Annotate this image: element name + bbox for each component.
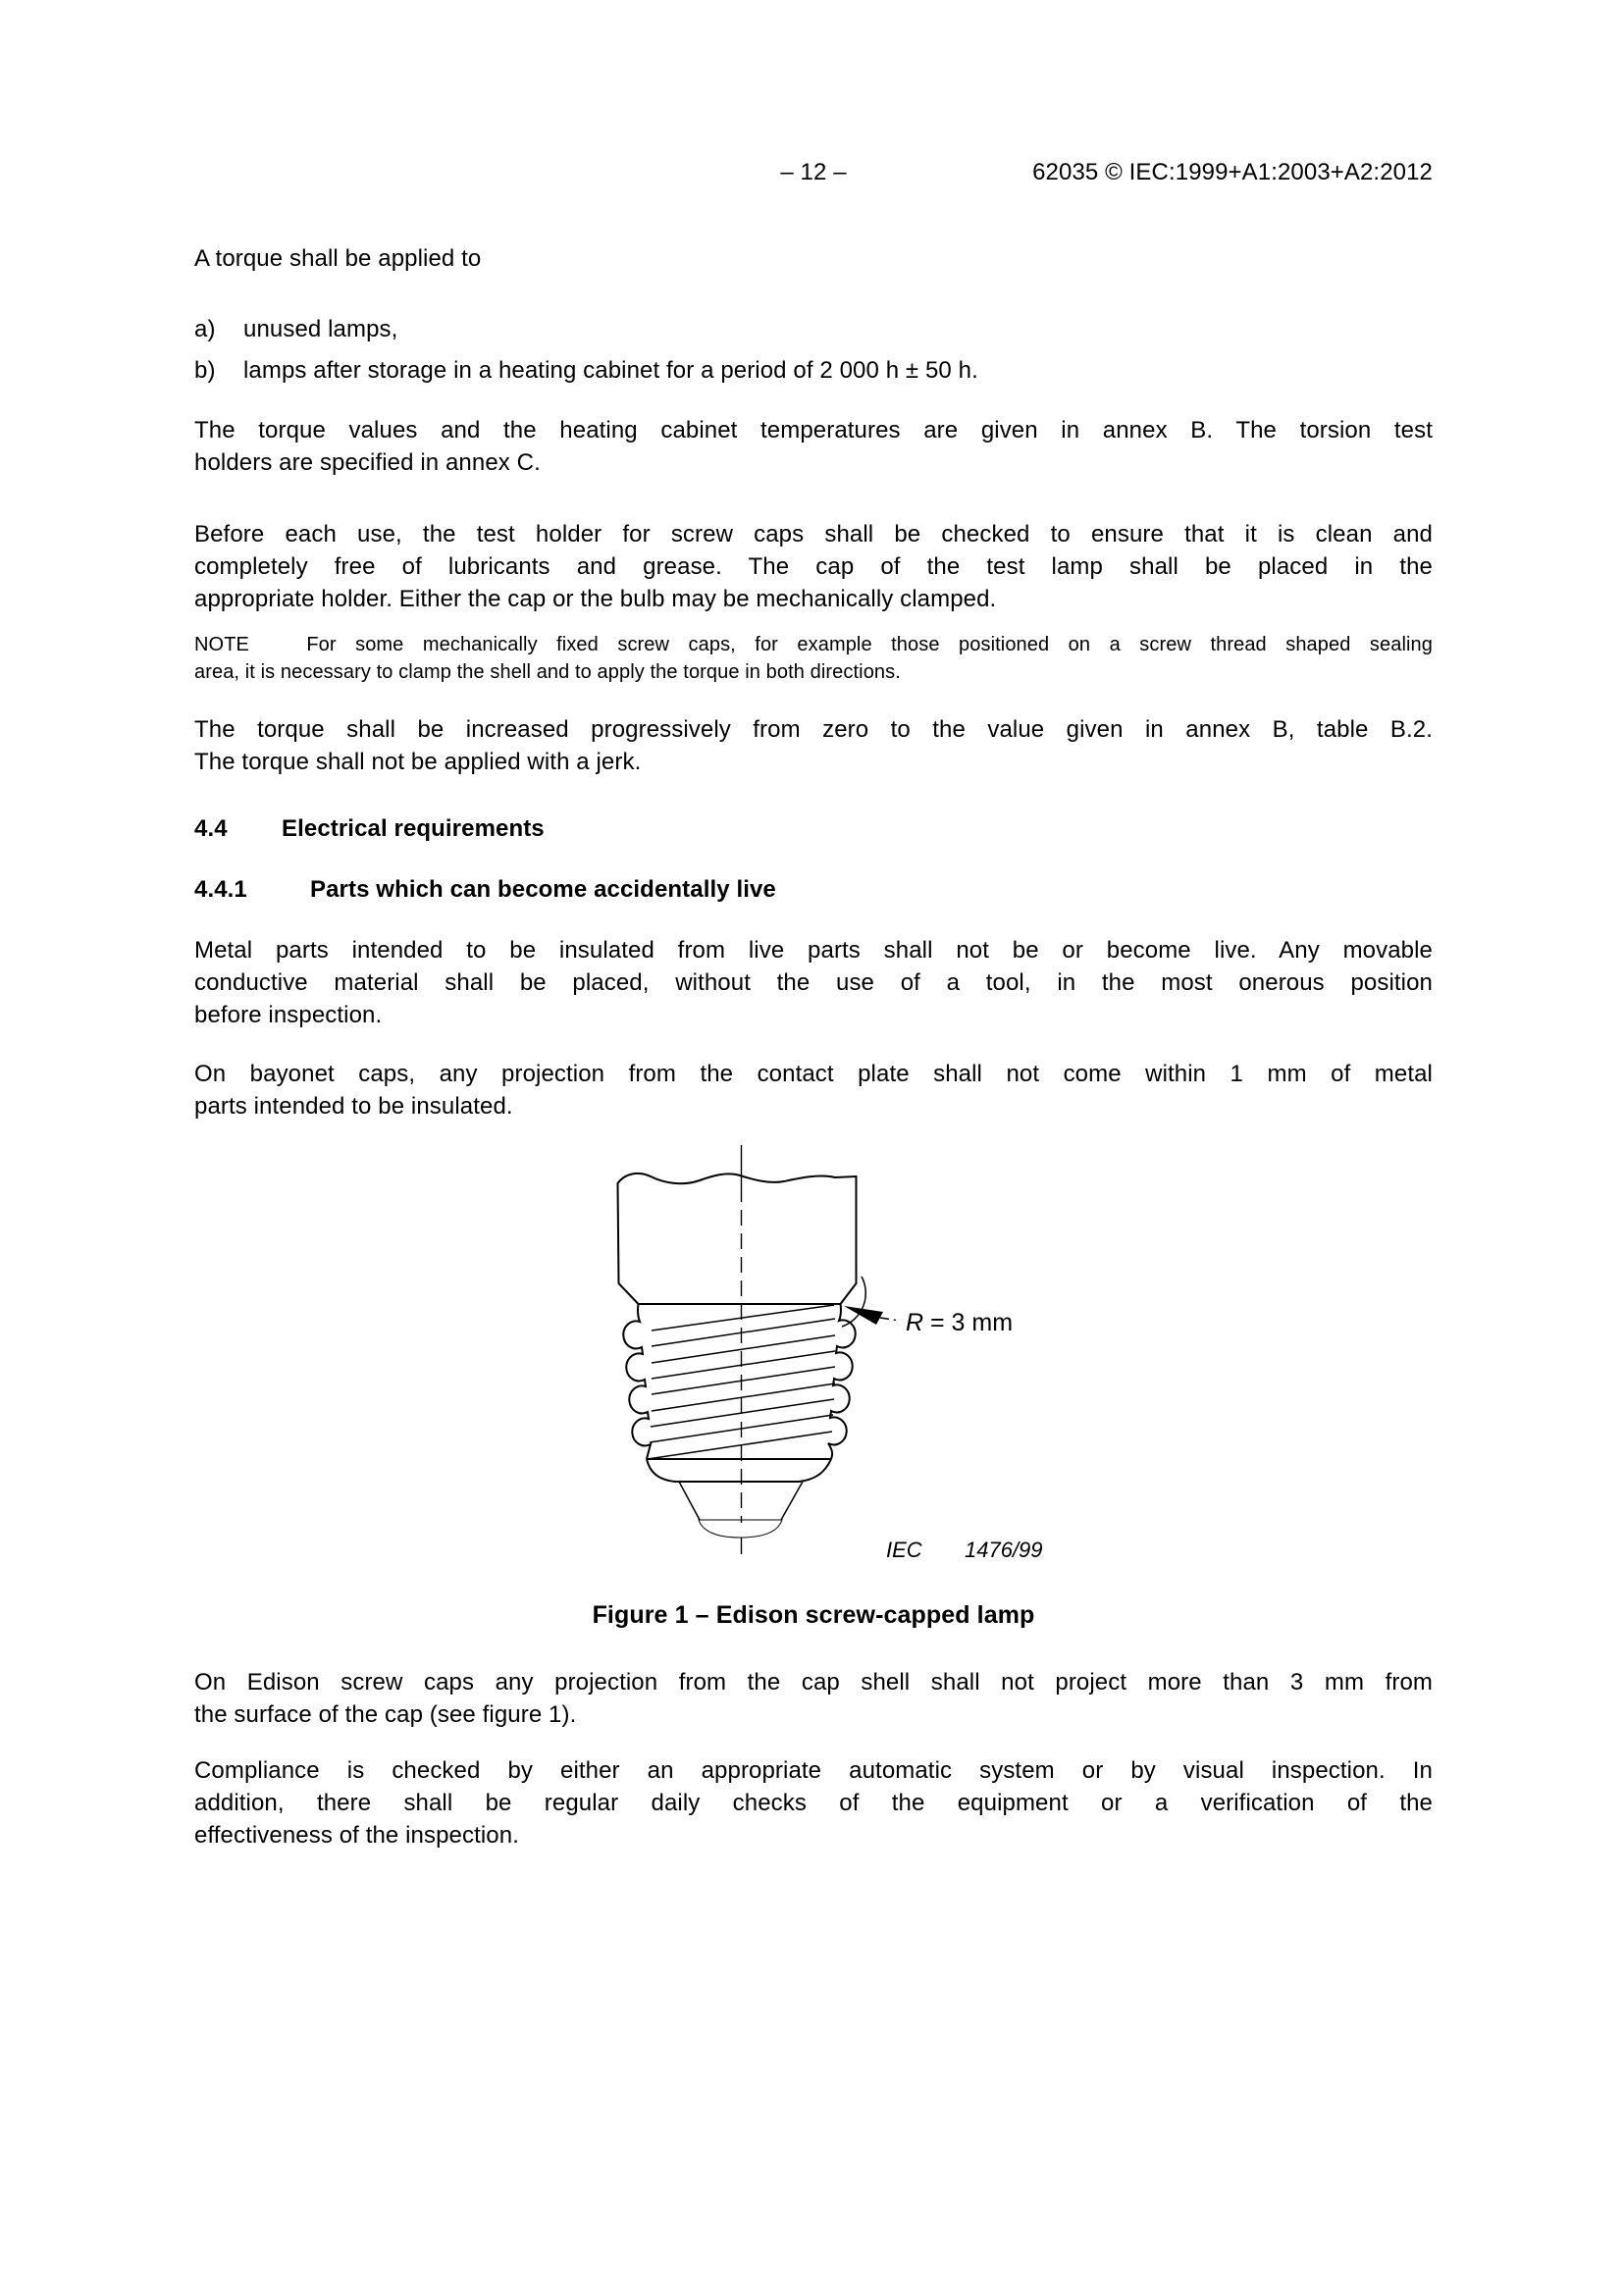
radius-arc [842, 1277, 865, 1327]
text-line: parts intended to be insulated. [194, 1093, 513, 1120]
paragraph-before-use [194, 518, 1433, 615]
text-line: Compliance is checked by either an appropriate automatic system or by visual inspection. In [194, 1757, 1433, 1784]
cap-skirt [647, 1459, 831, 1482]
text-line: The torque values and the heating cabinet temperatures are given in annex B. The torsion test [194, 417, 1433, 444]
heading-4-4-title: Electrical requirements [282, 815, 545, 842]
thread-right-edge [828, 1304, 856, 1459]
page-header [194, 156, 1433, 188]
radius-leader-line [880, 1318, 900, 1321]
page-number: – 12 – [780, 159, 847, 185]
text-line: On bayonet caps, any projection from the contact plate shall not come within 1 mm of metal [194, 1061, 1433, 1087]
thread-left-edge [623, 1304, 651, 1459]
paragraph-torque-values [194, 414, 1433, 479]
text-line: completely free of lubricants and grease. The cap of the test lamp shall be placed in the [194, 553, 1433, 580]
document-id: 62035 © IEC:1999+A1:2003+A2:2012 [1032, 159, 1433, 185]
figure-caption: Figure 1 – Edison screw-capped lamp [592, 1601, 1035, 1629]
text-line: effectiveness of the inspection. [194, 1822, 519, 1849]
list-text-b: lamps after storage in a heating cabinet for a period of 2 000 h ± 50 h. [243, 357, 978, 384]
list-label-b: b) [194, 357, 216, 384]
figure-credit: IEC 1476/99 [886, 1538, 1043, 1562]
text-line: addition, there shall be regular daily checks of the equipment or a verification of the [194, 1790, 1433, 1816]
text-line: area, it is necessary to clamp the shell and to apply the torque in both directions. [194, 661, 901, 683]
list-item-a [194, 313, 1433, 345]
text-line: the surface of the cap (see figure 1). [194, 1701, 577, 1728]
note-paragraph [194, 631, 1433, 686]
text-line: holders are specified in annex C. [194, 449, 541, 476]
bulb-outline [618, 1174, 857, 1304]
paragraph-metal-parts [194, 934, 1433, 1031]
heading-4-4-1-title: Parts which can become accidentally live [310, 876, 776, 903]
paragraph-intro: A torque shall be applied to [194, 245, 482, 272]
paragraph-torque-increase [194, 713, 1433, 778]
text-line: The torque shall be increased progressively from zero to the value given in annex B, table B.2. [194, 716, 1433, 743]
text-line: NOTE For some mechanically fixed screw caps, for example those positioned on a screw thread shaped sealing [194, 634, 1433, 655]
paragraph-edison-projection [194, 1666, 1433, 1731]
paragraph-bayonet [194, 1058, 1433, 1122]
text-line: appropriate holder. Either the cap or the bulb may be mechanically clamped. [194, 586, 997, 612]
text-line: Metal parts intended to be insulated from live parts shall not be or become live. Any movable [194, 937, 1433, 964]
text-line: Before each use, the test holder for screw caps shall be checked to ensure that it is clean and [194, 521, 1433, 548]
list-label-a: a) [194, 316, 216, 342]
list-item-b [194, 354, 1433, 387]
list-text-a: unused lamps, [243, 316, 398, 342]
text-line: On Edison screw caps any projection from the cap shell shall not project more than 3 mm from [194, 1669, 1433, 1696]
heading-4-4-number: 4.4 [194, 815, 228, 842]
figure-edison-lamp-diagram [550, 1138, 1217, 1580]
heading-4-4-1-number: 4.4.1 [194, 876, 247, 903]
heading-4-4-1 [194, 873, 1433, 906]
text-line: The torque shall not be applied with a jerk. [194, 749, 642, 775]
heading-4-4 [194, 812, 1433, 845]
text-line: before inspection. [194, 1002, 383, 1028]
radius-label: R = 3 mm [906, 1309, 1014, 1336]
contact-dome [699, 1520, 782, 1538]
paragraph-compliance [194, 1754, 1433, 1852]
text-line: conductive material shall be placed, without the use of a tool, in the most onerous position [194, 969, 1433, 996]
